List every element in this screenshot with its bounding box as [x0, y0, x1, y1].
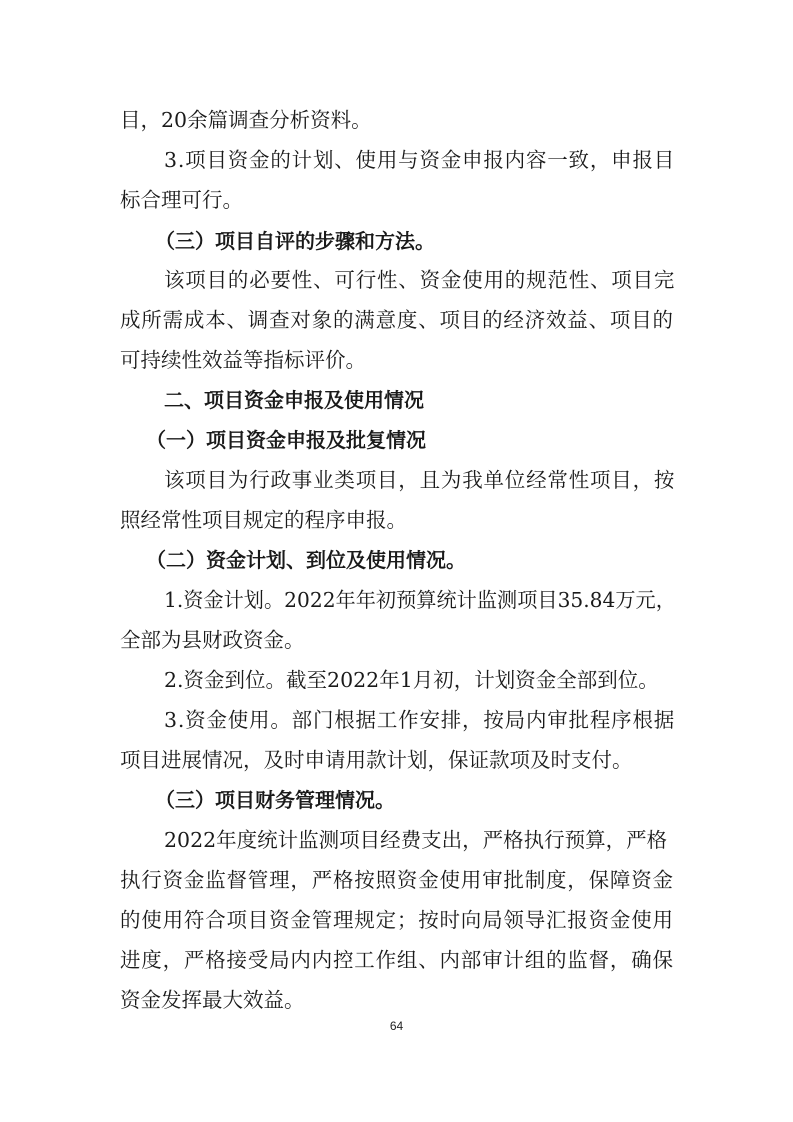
text-line: 项目进展情况，及时申请用款计划，保证款项及时支付。	[120, 748, 633, 772]
section-heading: （三）项目财务管理情况。	[155, 788, 395, 812]
text-line: 执行资金监督管理，严格按照资金使用审批制度，保障资金	[120, 868, 674, 892]
text-line: 资金发挥最大效益。	[120, 988, 305, 1012]
section-heading: （三）项目自评的步骤和方法。	[155, 229, 435, 253]
text-line: 该项目为行政事业类项目，且为我单位经常性项目，按	[164, 468, 676, 492]
page-number: 64	[389, 1019, 404, 1033]
text-line: 3.项目资金的计划、使用与资金申报内容一致，申报目	[164, 148, 676, 172]
text-line: 2022年度统计监测项目经费支出，严格执行预算，严格	[164, 828, 668, 852]
text-line: 2.资金到位。截至2022年1月初，计划资金全部到位。	[164, 668, 659, 692]
text-line: 全部为县财政资金。	[120, 628, 305, 652]
section-heading: 二、项目资金申报及使用情况	[164, 388, 424, 412]
text-line: 3.资金使用。部门根据工作安排，按局内审批程序根据	[164, 708, 676, 732]
text-line: 标合理可行。	[120, 188, 243, 212]
text-line: 该项目的必要性、可行性、资金使用的规范性、项目完	[164, 268, 676, 292]
text-line: 可持续性效益等指标评价。	[120, 348, 366, 372]
text-line: 1.资金计划。2022年年初预算统计监测项目35.84万元，	[164, 588, 676, 612]
text-line: 进度，严格接受局内内控工作组、内部审计组的监督，确保	[120, 948, 674, 972]
section-heading: （二）资金计划、到位及使用情况。	[146, 548, 466, 572]
section-heading: （一）项目资金申报及批复情况	[146, 428, 426, 452]
text-line: 成所需成本、调查对象的满意度、项目的经济效益、项目的	[120, 308, 674, 332]
text-line: 的使用符合项目资金管理规定；按时向局领导汇报资金使用	[120, 908, 674, 932]
text-line: 目，20余篇调查分析资料。	[120, 108, 372, 132]
text-line: 照经常性项目规定的程序申报。	[120, 508, 407, 532]
